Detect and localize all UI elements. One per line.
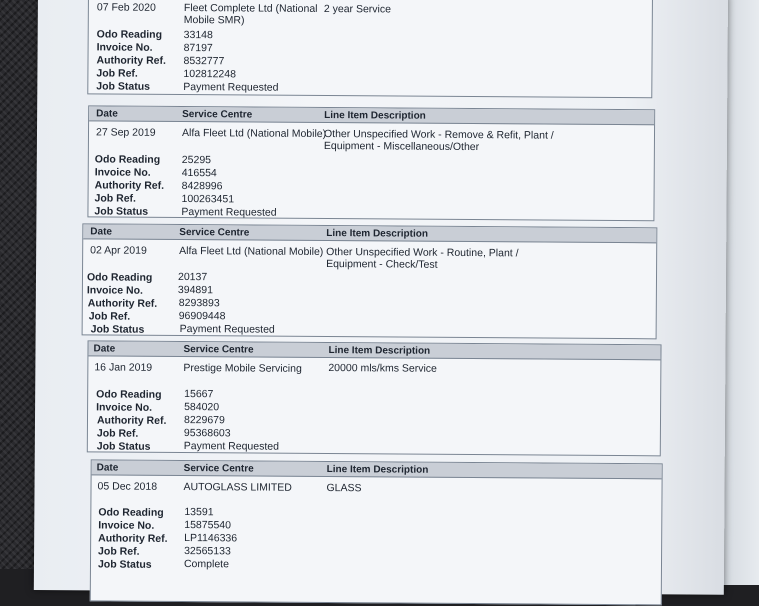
record-date: 07 Feb 2020 (96, 1, 156, 14)
invoice-value: 416554 (181, 167, 217, 180)
odo-label: Odo Reading (96, 28, 163, 41)
description-column-header: Line Item Description (326, 228, 429, 240)
authority-value: 8532777 (183, 55, 225, 68)
status-value: Complete (183, 558, 229, 571)
authority-value: 8428996 (181, 180, 223, 193)
status-value: Payment Requested (183, 440, 280, 453)
odo-label: Odo Reading (86, 271, 153, 284)
authority-label: Authority Ref. (96, 414, 167, 427)
status-label: Job Status (94, 205, 149, 218)
record-description: Other Unspecified Work - Routine, Plant / (326, 246, 519, 260)
record-date: 16 Jan 2019 (94, 361, 153, 374)
invoice-value: 584020 (184, 401, 220, 414)
date-column-header: Date (96, 108, 118, 120)
record-centre: Fleet Complete Ltd (National (183, 2, 318, 15)
authority-label: Authority Ref. (96, 54, 166, 67)
status-value: Payment Requested (183, 81, 279, 94)
service-record (87, 105, 655, 221)
job-label: Job Ref. (96, 427, 139, 440)
service-history-sheet (34, 0, 728, 595)
job-value: 102812248 (183, 68, 237, 81)
authority-value: 8229679 (183, 414, 225, 427)
authority-label: Authority Ref. (87, 297, 158, 310)
record-description: 2 year Service (323, 2, 392, 16)
job-label: Job Ref. (98, 545, 140, 558)
status-label: Job Status (90, 323, 145, 336)
invoice-label: Invoice No. (96, 41, 153, 54)
centre-column-header: Service Centre (179, 226, 250, 239)
invoice-value: 15875540 (184, 519, 232, 532)
date-column-header: Date (90, 226, 113, 238)
centre-column-header: Service Centre (182, 109, 253, 121)
authority-label: Authority Ref. (94, 179, 165, 192)
odo-value: 25295 (181, 154, 212, 167)
status-label: Job Status (97, 558, 152, 571)
invoice-label: Invoice No. (86, 284, 143, 297)
record-date: 02 Apr 2019 (90, 244, 147, 257)
invoice-label: Invoice No. (96, 401, 153, 414)
record-description: GLASS (326, 482, 362, 495)
status-label: Job Status (96, 440, 151, 453)
record-centre: Alfa Fleet Ltd (National Mobile) (179, 244, 324, 258)
record-centre: AUTOGLASS LIMITED (183, 481, 292, 494)
odo-value: 13591 (184, 506, 214, 519)
job-label: Job Ref. (88, 310, 131, 323)
odo-label: Odo Reading (96, 388, 162, 401)
record-date: 05 Dec 2018 (97, 480, 158, 493)
record-header (89, 106, 654, 125)
authority-value: 8293893 (178, 296, 220, 310)
invoice-label: Invoice No. (98, 519, 155, 532)
record-centre-line2: Mobile SMR) (183, 14, 245, 27)
record-header (83, 224, 656, 243)
record-date: 27 Sep 2019 (95, 126, 156, 139)
date-column-header: Date (93, 343, 116, 355)
odo-label: Odo Reading (94, 153, 161, 166)
description-column-header: Line Item Description (326, 464, 429, 476)
job-value: 95368603 (183, 427, 231, 440)
centre-column-header: Service Centre (183, 344, 254, 356)
record-description-line2: Equipment - Miscellaneous/Other (323, 140, 480, 154)
invoice-value: 87197 (183, 42, 213, 55)
record-description: Other Unspecified Work - Remove & Refit, Plant / (323, 128, 554, 142)
status-value: Payment Requested (181, 206, 277, 219)
record-header (92, 460, 662, 479)
record-description: 20000 mls/kms Service (328, 362, 437, 375)
odo-value: 20137 (177, 270, 208, 284)
authority-value: LP1146336 (184, 532, 238, 545)
job-label: Job Ref. (96, 67, 138, 80)
job-value: 32565133 (184, 545, 231, 558)
job-label: Job Ref. (94, 192, 137, 205)
description-column-header: Line Item Description (324, 110, 426, 122)
odo-value: 33148 (183, 29, 213, 42)
invoice-label: Invoice No. (94, 166, 151, 179)
service-record (87, 0, 653, 98)
odo-label: Odo Reading (98, 506, 164, 519)
status-value: Payment Requested (179, 322, 275, 336)
description-column-header: Line Item Description (328, 345, 431, 357)
record-header (88, 341, 660, 360)
service-record (87, 340, 662, 456)
invoice-value: 394891 (177, 283, 213, 297)
record-centre: Alfa Fleet Ltd (National Mobile) (181, 127, 327, 141)
record-centre: Prestige Mobile Servicing (183, 362, 302, 375)
record-description-line2: Equipment - Check/Test (326, 258, 438, 271)
status-label: Job Status (96, 80, 151, 93)
odo-value: 15667 (184, 388, 214, 401)
date-column-header: Date (96, 462, 119, 474)
service-record (90, 459, 663, 605)
authority-label: Authority Ref. (98, 532, 168, 545)
job-value: 100263451 (181, 193, 235, 206)
service-record (82, 223, 658, 339)
job-value: 96909448 (178, 309, 226, 323)
centre-column-header: Service Centre (183, 463, 254, 475)
